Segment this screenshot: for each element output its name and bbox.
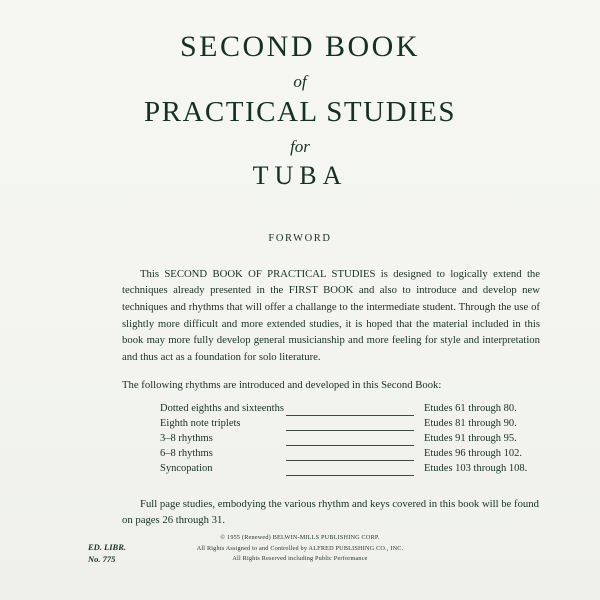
rhythm-label: Dotted eighths and sixteenths <box>160 403 284 415</box>
foreword-paragraph <box>122 266 540 365</box>
table-row <box>160 431 527 446</box>
rhythm-etudes: Etudes 103 through 108. <box>423 463 528 475</box>
title-block <box>0 0 600 191</box>
rhythm-leader <box>286 461 414 476</box>
rhythm-leader <box>286 431 414 446</box>
table-row <box>160 461 527 476</box>
rhythm-etudes: Etudes 91 through 95. <box>423 433 517 445</box>
rhythm-label: 3–8 rhythms <box>160 433 213 445</box>
rhythm-label: 6–8 rhythms <box>160 448 213 460</box>
rhythm-leader <box>286 416 414 431</box>
rhythm-etudes: Etudes 61 through 80. <box>423 403 517 415</box>
table-row <box>160 416 527 431</box>
title-line-3: TUBA <box>252 160 348 190</box>
table-row <box>160 446 527 461</box>
title-connector-for: for <box>290 136 310 156</box>
table-row <box>160 401 527 416</box>
copyright-line-2: All Rights Assigned to and Controlled by ALFRED PUBLISHING CO., INC. <box>196 544 404 552</box>
rhythm-table <box>160 401 527 476</box>
rhythm-leader <box>286 401 414 416</box>
foreword-paragraph-text: This SECOND BOOK OF PRACTICAL STUDIES is designed to logically extend the techniques already presented in the FIRST BOOK and also to introduce and develop new techniques and rhythms that will offer a challange to the intermediate student. Through the use of slightly more difficult and more extended studies, it is hoped that the material included in this book may more fully develop general musicianship and more feeling for style and interpretation and thus act as a foundation for solo literature. <box>122 267 540 363</box>
copyright-line-3: All Rights Reserved including Public Performance <box>232 554 368 562</box>
copyright-block <box>0 533 600 564</box>
edition-library-label: ED. LIBR. <box>88 541 127 552</box>
title-line-1: SECOND BOOK <box>179 30 421 63</box>
title-connector-of: of <box>293 71 307 91</box>
rhythm-etudes: Etudes 81 through 90. <box>423 418 517 430</box>
closing-paragraph <box>122 496 540 528</box>
closing-paragraph-text: Full page studies, embodying the various rhythm and keys covered in this book will be found on pages 26 through 31. <box>122 498 539 527</box>
body-text-block <box>122 266 540 529</box>
rhythm-etudes: Etudes 96 through 102. <box>423 448 522 460</box>
edition-number: No. 775 <box>88 554 116 565</box>
rhythm-intro-line: The following rhythms are introduced and developed in this Second Book: <box>122 379 442 392</box>
foreword-heading: FORWORD <box>268 232 332 244</box>
title-line-2: PRACTICAL STUDIES <box>143 95 457 128</box>
copyright-line-1: © 1955 (Renewed) BELWIN-MILLS PUBLISHING CORP. <box>220 534 380 542</box>
rhythm-label: Eighth note triplets <box>160 418 241 430</box>
rhythm-label: Syncopation <box>160 463 213 475</box>
rhythm-leader <box>286 446 414 461</box>
